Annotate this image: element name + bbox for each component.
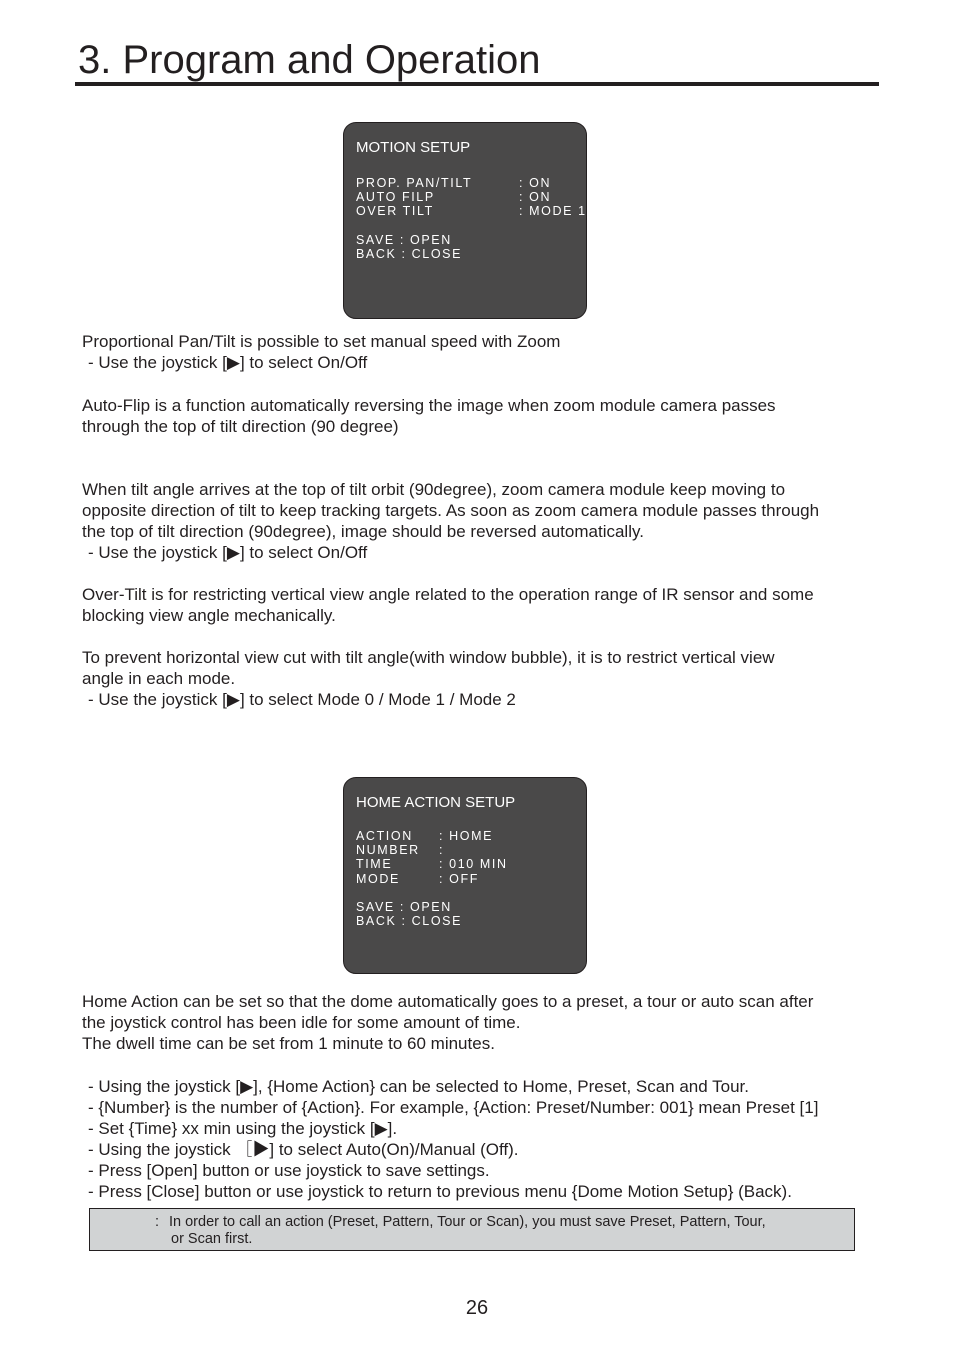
osd-back-row: BACK : CLOSE xyxy=(356,914,463,928)
body-line: When tilt angle arrives at the top of tilt orbit (90degree), zoom camera module keep moving to xyxy=(82,480,786,499)
osd-row-prop-pan-tilt xyxy=(356,176,552,190)
osd-title: HOME ACTION SETUP xyxy=(356,794,516,811)
body-line: Over-Tilt is for restricting vertical view angle related to the operation range of IR sensor and some xyxy=(82,585,814,604)
body-line: - Using the joystick ［▶] to select Auto(On)/Manual (Off). xyxy=(88,1140,519,1159)
body-line: Auto-Flip is a function automatically reversing the image when zoom module camera passes xyxy=(82,396,776,415)
osd-title: MOTION SETUP xyxy=(356,139,471,156)
body-line: - Use the joystick [▶] to select Mode 0 / Mode 1 / Mode 2 xyxy=(88,690,516,709)
note-colon: : xyxy=(155,1214,160,1230)
body-line: angle in each mode. xyxy=(82,669,236,688)
osd-row-label: NUMBER xyxy=(356,843,420,857)
note-box xyxy=(89,1208,855,1251)
osd-row-action xyxy=(356,829,494,843)
osd-row-value: : HOME xyxy=(439,829,494,843)
body-line: The dwell time can be set from 1 minute to 60 minutes. xyxy=(82,1034,495,1053)
body-line: - Set {Time} xx min using the joystick [▶]. xyxy=(88,1119,398,1138)
body-line: - Using the joystick [▶], {Home Action} can be selected to Home, Preset, Scan and Tour. xyxy=(88,1077,749,1096)
home-action-setup-osd xyxy=(343,777,587,974)
body-line: - Press [Open] button or use joystick to save settings. xyxy=(88,1161,490,1180)
body-line: - Use the joystick [▶] to select On/Off xyxy=(88,353,368,372)
osd-row-label: AUTO FILP xyxy=(356,190,435,204)
osd-save-row: SAVE : OPEN xyxy=(356,233,452,247)
osd-row-value: : xyxy=(439,843,445,857)
note-text-line-2: or Scan first. xyxy=(171,1231,253,1247)
body-line: the top of tilt direction (90degree), image should be reversed automatically. xyxy=(82,522,644,541)
body-line: Proportional Pan/Tilt is possible to set manual speed with Zoom xyxy=(82,332,561,351)
body-line: the joystick control has been idle for some amount of time. xyxy=(82,1013,521,1032)
osd-row-label: TIME xyxy=(356,857,393,871)
page-title: 3. Program and Operation xyxy=(78,38,541,82)
body-line: Home Action can be set so that the dome automatically goes to a preset, a tour or auto scan after xyxy=(82,992,814,1011)
page-number: 26 xyxy=(465,1297,489,1319)
osd-row-value: : ON xyxy=(519,190,552,204)
osd-back-row: BACK : CLOSE xyxy=(356,247,463,261)
osd-save-row: SAVE : OPEN xyxy=(356,900,452,914)
osd-row-value: : OFF xyxy=(439,872,479,886)
motion-setup-osd xyxy=(343,122,587,319)
osd-row-label: MODE xyxy=(356,872,400,886)
osd-row-auto-flip xyxy=(356,190,552,204)
osd-row-value: : ON xyxy=(519,176,552,190)
body-line: To prevent horizontal view cut with tilt angle(with window bubble), it is to restrict vertical view xyxy=(82,648,775,667)
osd-row-label: PROP. PAN/TILT xyxy=(356,176,473,190)
osd-row-label: OVER TILT xyxy=(356,204,434,218)
body-line: through the top of tilt direction (90 degree) xyxy=(82,417,399,436)
body-line: blocking view angle mechanically. xyxy=(82,606,336,625)
body-line: - Press [Close] button or use joystick to return to previous menu {Dome Motion Setup} (Back). xyxy=(88,1182,792,1201)
osd-row-label: ACTION xyxy=(356,829,413,843)
osd-row-value: : MODE 1 xyxy=(519,204,587,218)
osd-row-value: : 010 MIN xyxy=(439,857,508,871)
title-divider xyxy=(75,82,879,86)
osd-row-over-tilt xyxy=(356,204,587,218)
osd-row-time xyxy=(356,857,508,871)
osd-row-number xyxy=(356,843,445,857)
body-line: - Use the joystick [▶] to select On/Off xyxy=(88,543,368,562)
note-text-line-1: In order to call an action (Preset, Pattern, Tour or Scan), you must save Preset, Pattern, Tour, xyxy=(169,1214,766,1230)
osd-row-mode xyxy=(356,872,479,886)
body-line: - {Number} is the number of {Action}. For example, {Action: Preset/Number: 001} mean Preset [1] xyxy=(88,1098,819,1117)
body-line: opposite direction of tilt to keep tracking targets. As soon as zoom camera module passes through xyxy=(82,501,820,520)
